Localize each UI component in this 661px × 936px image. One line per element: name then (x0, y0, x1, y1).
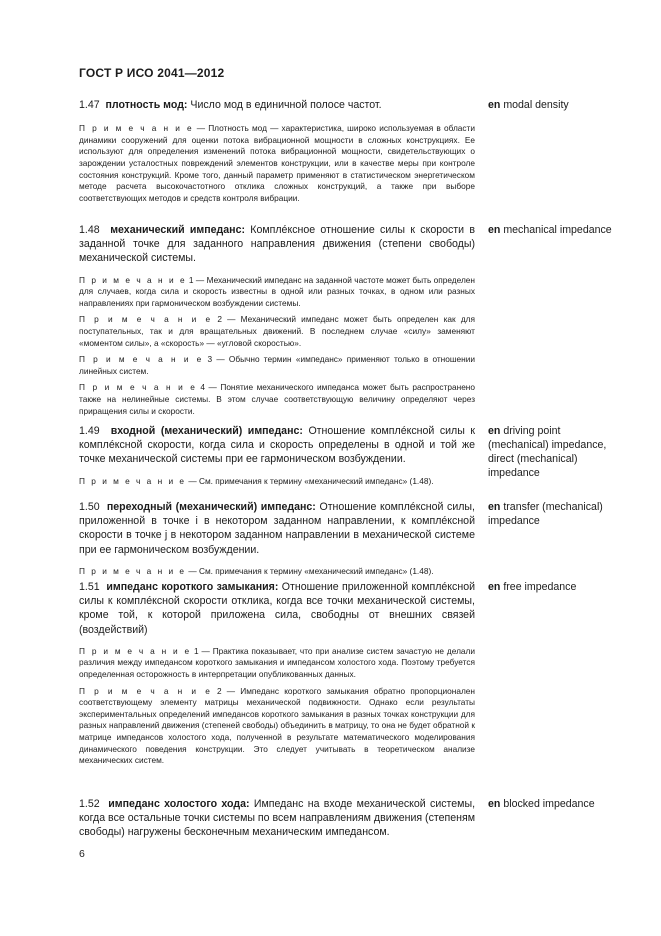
entry-1-47 (79, 98, 475, 204)
note-label: П р и м е ч а н и е (79, 645, 192, 656)
en-label: en (488, 224, 501, 236)
en-text: free impedance (503, 581, 577, 593)
note (79, 646, 475, 681)
en-term (488, 223, 623, 237)
term-name: переходный (механический) импеданс: (106, 501, 316, 513)
term-text: Импеданс на входе механической системы, когда все остальные точки системы по всем направлениям движения (степеням свободы) нагружены бесконечным механическим импедансом. (79, 798, 476, 839)
en-text: modal density (503, 99, 569, 111)
note-prefix: 3 — (203, 354, 229, 365)
en-term (488, 580, 623, 594)
note-label: П р и м е ч а н и е (79, 274, 187, 285)
en-text: driving point (mechanical) impedance, direct (mechanical) impedance (488, 425, 607, 479)
term-number: 1.49 (79, 425, 100, 437)
note (79, 382, 475, 417)
en-label: en (488, 581, 501, 593)
page-number: 6 (79, 848, 85, 860)
note (79, 476, 475, 488)
note-text: См. примечания к термину «механический импеданс» (1.48). (198, 475, 434, 486)
term-number: 1.48 (79, 224, 100, 236)
note-label: П р и м е ч а н и е (79, 354, 204, 365)
term-number: 1.51 (79, 581, 100, 593)
note-text: См. примечания к термину «механический импеданс» (1.48). (198, 565, 434, 576)
term-definition (79, 797, 475, 840)
en-term (488, 797, 623, 811)
en-text: blocked impedance (503, 798, 595, 810)
term-definition (79, 223, 475, 266)
en-text: mechanical impedance (503, 224, 612, 236)
note-text: Импеданс короткого замыкания обратно пропорционален соответствующему элементу матрицы механической подвижности. Однако если результаты экспериментальных определений импедансов короткого замыкания в разных точках конструкции для разных направлений движения (степеней свободы) объединить в матрицу, то она не будет обратной к матрице импедансов холостого хода, полученной в результате математического моделирования динамического поведения конструкции. Это следует учитывать в теоретическом анализе механических систем. (79, 685, 475, 766)
note-text: Механический импеданс может быть определен как для поступательных, так и для вращательных движений. В последнем случае «силу» заменяют «моментом силы», а «скорость» — «угловой скоростью». (79, 314, 476, 348)
note-prefix: 4 — (196, 382, 221, 393)
en-label: en (488, 501, 501, 513)
entry-1-52 (79, 797, 475, 840)
note (79, 275, 475, 310)
entry-1-51 (79, 580, 475, 767)
note (79, 566, 475, 578)
term-name: входной (механический) импеданс: (110, 425, 303, 437)
term-text: Число мод в единичной полосе частот. (190, 99, 382, 111)
term-definition (79, 500, 475, 557)
note-text: Понятие механического импеданса может быть распространено также на нелинейные системы. В этом случае соответствующую величину определяют через приращения силы и скорости. (79, 382, 476, 416)
note-prefix: 2 — (212, 314, 241, 325)
en-term (488, 98, 623, 112)
note-label: П р и м е ч а н и е (79, 475, 187, 486)
note-prefix: — (193, 123, 209, 134)
note-prefix: 1 — (191, 645, 213, 656)
note-text: Обычно термин «импеданс» применяют только в отношении линейных систем. (79, 354, 475, 376)
term-name: плотность мод: (105, 99, 188, 111)
en-label: en (488, 425, 501, 437)
en-label: en (488, 798, 501, 810)
note-prefix: 1 — (186, 274, 207, 285)
note-prefix: 2 — (211, 685, 241, 696)
note (79, 123, 475, 204)
term-name: механический импеданс: (110, 224, 245, 236)
note-label: П р и м е ч а н и е (79, 314, 213, 325)
note-text: Практика показывает, что при анализе систем зачастую не делали различия между импедансом короткого замыкания и импедансом холостого хода. Поэтому требуется определенная осторожность в интерпретации опубликованных данных. (79, 645, 476, 679)
en-text: transfer (mechanical) impedance (488, 501, 603, 527)
note-label: П р и м е ч а н и е (79, 685, 212, 696)
term-text: Отношение комплéксной силы, приложенной в точке i в некотором заданном направлении, к комплéксной скорости в точке j в некотором заданном направлении в механической системе при ее гармоническом возбуждении. (79, 501, 475, 556)
note-prefix: — (186, 565, 199, 576)
term-number: 1.47 (79, 99, 100, 111)
en-term (488, 500, 623, 528)
note-prefix: — (186, 475, 199, 486)
en-label: en (488, 99, 501, 111)
note-text: Плотность мод — характеристика, широко используемая в области динамики сооружений для оценки потока вибрационной мощности в сложных конструкциях. Ее используют для определения изменений потока вибрационной мощности, свидетельствующих о зарождении усталостных повреждений элементов конструкции, или в качестве меры при контроле состояния конструкций. Кроме того, данный параметр применяют в статистическом энергетическом методе расчета высокочастотного отклика сложных конструкций, а также при выборе соответствующих методов и средств контроля вибрации. (79, 123, 475, 203)
term-definition (79, 580, 475, 637)
term-number: 1.52 (79, 798, 100, 810)
entry-1-48 (79, 223, 475, 417)
term-definition (79, 98, 475, 112)
note (79, 686, 475, 767)
note-label: П р и м е ч а н и е (79, 565, 187, 576)
note (79, 314, 475, 349)
term-name: импеданс короткого замыкания: (106, 581, 279, 593)
term-number: 1.50 (79, 501, 100, 513)
en-term (488, 424, 623, 480)
term-text: Отношение комплéксной силы к комплéксной скорости, когда сила и скорость определены в одной и той же точке механической системы при ее гармоническом возбуждении. (79, 425, 476, 466)
note (79, 354, 475, 377)
term-name: импеданс холостого хода: (108, 798, 250, 810)
term-text: Отношение приложенной комплéксной силы к комплéксной скорости отклика, когда все точки механической системы, кроме той, к которой приложена сила, свободны от внешних связей (воздействий) (79, 581, 475, 636)
term-definition (79, 424, 475, 467)
entry-1-49 (79, 424, 475, 487)
entry-1-50 (79, 500, 475, 577)
term-text: Комплéксное отношение силы к скорости в заданной точке для заданного направления движения (степени свободы) механической системы. (79, 224, 475, 265)
document-header: ГОСТ Р ИСО 2041—2012 (79, 66, 225, 80)
note-text: Механический импеданс на заданной частоте может быть определен для случаев, когда сила и скорость известны в одной или разных точках, в одном или разных направлениях при гармоническом возбуждении системы. (79, 274, 476, 308)
note-label: П р и м е ч а н и е (79, 123, 194, 134)
note-label: П р и м е ч а н и е (79, 382, 197, 393)
